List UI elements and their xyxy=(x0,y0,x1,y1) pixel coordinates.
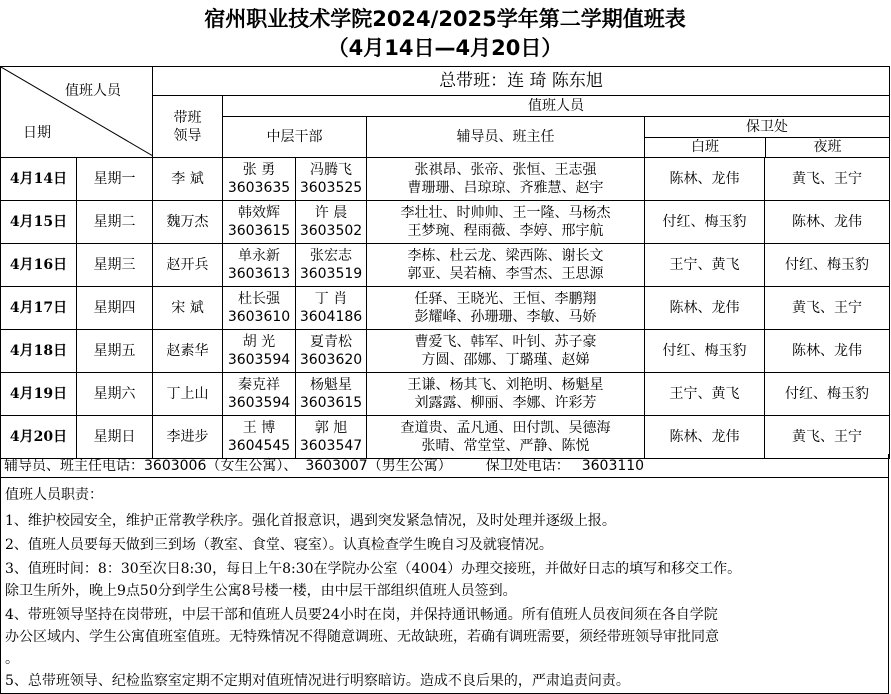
leader-label-text: 带班领导 xyxy=(173,109,202,144)
row-weekday: 星期日 xyxy=(77,416,153,459)
cadre-name: 郭 旭 xyxy=(314,420,348,436)
row-day-shift: 王宁、黄飞 xyxy=(645,373,765,416)
counselor-line: 刘露露、柳丽、李娜、许彩芳 xyxy=(414,395,597,411)
header-day-shift: 白班 xyxy=(645,138,766,157)
cadre-phone: 3603594 xyxy=(227,395,291,411)
counselor-line: 彭耀峰、孙珊珊、李敏、马娇 xyxy=(414,309,597,325)
cadre-phone: 3603610 xyxy=(227,309,291,325)
cadre-phone: 3604545 xyxy=(227,438,291,454)
row-leader: 宋 斌 xyxy=(153,287,223,330)
counselor-line: 曹爱飞、韩军、叶钊、苏子豪 xyxy=(414,334,597,350)
row-counselors xyxy=(367,373,645,416)
counselor-line: 王梦琬、程雨薇、李婷、邢宇航 xyxy=(407,223,604,239)
header-security xyxy=(645,117,890,158)
duty-row xyxy=(1,244,890,287)
row-middle-cadre xyxy=(296,201,367,244)
male-dorm-phone: 3603007（男生公寓） xyxy=(305,458,452,474)
row-leader: 李 斌 xyxy=(153,158,223,201)
cadre-name: 张 勇 xyxy=(242,162,276,178)
row-day-shift: 付红、梅玉豹 xyxy=(645,201,765,244)
row-night-shift: 付红、梅玉豹 xyxy=(765,244,890,287)
counselor-line: 郭亚、吴若楠、李雪杰、王思源 xyxy=(407,266,604,282)
duty-item-2: 2、值班人员要每天做到三到场（教室、食堂、寝室）。认真检查学生晚自习及就寝情况。 xyxy=(5,537,553,553)
duty-table xyxy=(0,66,890,459)
cadre-phone: 3603635 xyxy=(227,180,291,196)
cadre-name: 张宏志 xyxy=(310,248,352,264)
header-counselors: 辅导员、班主任 xyxy=(367,117,645,158)
cadre-name: 许 晨 xyxy=(314,205,348,221)
row-date: 4月14日 xyxy=(1,158,77,201)
counselor-line: 张晴、常堂堂、严静、陈悦 xyxy=(421,438,590,454)
cadre-phone: 3603615 xyxy=(299,395,363,411)
general-leader-cell: 总带班：连 琦 陈东旭 xyxy=(153,67,890,96)
row-middle-cadre xyxy=(223,330,296,373)
row-day-shift: 陈林、龙伟 xyxy=(645,287,765,330)
row-day-shift: 付红、梅玉豹 xyxy=(645,330,765,373)
row-counselors xyxy=(367,201,645,244)
cadre-phone: 3603620 xyxy=(299,352,363,368)
counselor-line: 查道贵、孟凡通、田付凯、吴德海 xyxy=(400,420,611,436)
header-duty-staff: 值班人员 xyxy=(223,96,890,117)
row-date: 4月19日 xyxy=(1,373,77,416)
row-weekday: 星期六 xyxy=(77,373,153,416)
duty-row xyxy=(1,201,890,244)
row-middle-cadre xyxy=(296,287,367,330)
duty-item-3: 3、值班时间：8：30至次日8:30，每日上午8:30在学院办公室（4004）办理交接班，并做好日志的填写和移交工作。 xyxy=(5,561,742,577)
document-date-range: （4月14日—4月20日） xyxy=(327,36,563,60)
row-leader: 赵素华 xyxy=(153,330,223,373)
cadre-name: 秦克祥 xyxy=(238,377,280,393)
cadre-phone: 3604186 xyxy=(299,309,363,325)
row-night-shift: 黄飞、王宁 xyxy=(765,416,890,459)
row-middle-cadre xyxy=(296,244,367,287)
duty-row xyxy=(1,287,890,330)
header-night-shift: 夜班 xyxy=(813,139,842,155)
header-date-label: 日期 xyxy=(23,125,51,141)
female-dorm-phone: 3603006（女生公寓）、 xyxy=(144,458,298,474)
row-counselors xyxy=(367,330,645,373)
cadre-phone: 3603613 xyxy=(227,266,291,282)
duty-item-5: 5、总带班领导、纪检监察室定期不定期对值班情况进行明察暗访。造成不良后果的，严肃追责问责。 xyxy=(5,673,630,689)
row-middle-cadre xyxy=(223,416,296,459)
row-date: 4月15日 xyxy=(1,201,77,244)
cadre-phone: 3603502 xyxy=(299,223,363,239)
row-date: 4月20日 xyxy=(1,416,77,459)
row-counselors xyxy=(367,158,645,201)
header-leader-label xyxy=(153,96,223,158)
cadre-name: 杜长强 xyxy=(238,291,280,307)
cadre-name: 韩效辉 xyxy=(238,205,280,221)
row-middle-cadre xyxy=(223,158,296,201)
row-day-shift: 王宁、黄飞 xyxy=(645,244,765,287)
cadre-name: 冯腾飞 xyxy=(310,162,352,178)
counselor-line: 李栋、杜云龙、梁西陈、谢长文 xyxy=(407,248,604,264)
row-night-shift: 黄飞、王宁 xyxy=(765,287,890,330)
row-leader: 李进步 xyxy=(153,416,223,459)
row-middle-cadre xyxy=(296,158,367,201)
duty-row xyxy=(1,330,890,373)
cadre-phone: 3603519 xyxy=(299,266,363,282)
cadre-phone: 3603594 xyxy=(227,352,291,368)
duty-row xyxy=(1,416,890,459)
duty-responsibilities xyxy=(0,478,889,694)
row-day-shift: 陈林、龙伟 xyxy=(645,158,765,201)
counselor-line: 王谦、杨其飞、刘艳明、杨魁星 xyxy=(407,377,604,393)
header-diagonal-cell xyxy=(1,67,153,158)
row-night-shift: 黄飞、王宁 xyxy=(765,158,890,201)
header-security-label: 保卫处 xyxy=(645,117,889,138)
cadre-name: 杨魁星 xyxy=(310,377,352,393)
counselor-line: 曹珊珊、吕琼琼、齐雅慧、赵宇 xyxy=(407,180,604,196)
duty-item-3-cont: 除卫生所外，晚上9点50分到学生公寓8号楼一楼，由中层干部组织值班人员签到。 xyxy=(5,583,517,599)
cadre-name: 单永新 xyxy=(238,248,280,264)
duties-heading: 值班人员职责： xyxy=(5,487,103,503)
row-counselors xyxy=(367,244,645,287)
duty-item-4-cont: 办公区域内、学生公寓值班室值班。无特殊情况不得随意调班、无故缺班，若确有调班需要，须经带班领导审批同意 xyxy=(5,629,719,645)
counselor-line: 任驿、王晓光、王恒、李鹏翔 xyxy=(414,291,597,307)
row-date: 4月17日 xyxy=(1,287,77,330)
row-date: 4月18日 xyxy=(1,330,77,373)
cadre-phone: 3603525 xyxy=(299,180,363,196)
row-night-shift: 付红、梅玉豹 xyxy=(765,373,890,416)
header-duty-staff-label: 值班人员 xyxy=(65,83,121,99)
row-leader: 赵开兵 xyxy=(153,244,223,287)
row-weekday: 星期二 xyxy=(77,201,153,244)
counselor-phone-label: 辅导员、班主任电话： xyxy=(4,458,144,474)
row-weekday: 星期三 xyxy=(77,244,153,287)
row-weekday: 星期四 xyxy=(77,287,153,330)
security-phone-label: 保卫处电话： xyxy=(485,458,570,474)
row-weekday: 星期一 xyxy=(77,158,153,201)
row-middle-cadre xyxy=(223,201,296,244)
cadre-name: 王 博 xyxy=(242,420,276,436)
cadre-phone: 3603615 xyxy=(227,223,291,239)
row-night-shift: 陈林、龙伟 xyxy=(765,201,890,244)
counselor-line: 李壮壮、时帅帅、王一隆、马杨杰 xyxy=(400,205,611,221)
cadre-phone: 3603547 xyxy=(299,438,363,454)
cadre-name: 丁 肖 xyxy=(314,291,348,307)
row-weekday: 星期五 xyxy=(77,330,153,373)
duty-row xyxy=(1,373,890,416)
row-night-shift: 陈林、龙伟 xyxy=(765,330,890,373)
duty-row xyxy=(1,158,890,201)
row-leader: 魏万杰 xyxy=(153,201,223,244)
row-leader: 丁上山 xyxy=(153,373,223,416)
row-middle-cadre xyxy=(223,373,296,416)
phone-info-line xyxy=(0,454,889,478)
row-middle-cadre xyxy=(296,416,367,459)
row-middle-cadre xyxy=(296,373,367,416)
row-middle-cadre xyxy=(223,244,296,287)
cadre-name: 夏青松 xyxy=(310,334,352,350)
row-day-shift: 陈林、龙伟 xyxy=(645,416,765,459)
row-middle-cadre xyxy=(296,330,367,373)
counselor-line: 方圆、邵娜、丁璐瑾、赵娣 xyxy=(421,352,590,368)
row-counselors xyxy=(367,416,645,459)
cadre-name: 胡 光 xyxy=(242,334,276,350)
header-middle-cadre: 中层干部 xyxy=(223,117,367,158)
duty-item-1: 1、维护校园安全，维护正常教学秩序。强化首报意识，遇到突发紧急情况，及时处理并逐级上报。 xyxy=(5,513,616,529)
security-phone: 3603110 xyxy=(581,458,645,474)
row-middle-cadre xyxy=(223,287,296,330)
duty-item-4-end: 。 xyxy=(5,651,19,667)
row-counselors xyxy=(367,287,645,330)
document-title: 宿州职业技术学院2024/2025学年第二学期值班表 xyxy=(204,7,686,31)
row-date: 4月16日 xyxy=(1,244,77,287)
duty-item-4: 4、带班领导坚持在岗带班，中层干部和值班人员要24小时在岗，并保持通讯畅通。所有值班人员夜间须在各自学院 xyxy=(5,607,718,623)
counselor-line: 张祺昂、张帝、张恒、王志强 xyxy=(414,162,597,178)
